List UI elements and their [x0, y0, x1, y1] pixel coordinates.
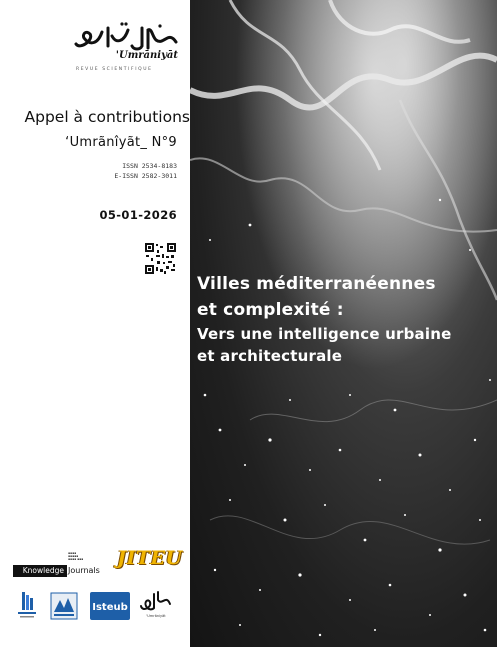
knowledge-journals-logo — [13, 552, 113, 578]
umraniyat-small-logo — [138, 588, 174, 622]
eissn: E-ISSN 2582-3011 — [114, 172, 177, 180]
kj-journals: Journals — [68, 566, 100, 575]
arabic-calligraphy-icon — [138, 588, 174, 614]
cover-headline — [197, 271, 492, 367]
headline-line-2: et complexité : — [197, 300, 344, 320]
logo-latin-text: 'Umrāniyāt — [115, 50, 178, 61]
logo-subtitle: REVUE SCIENTIFIQUE — [76, 67, 153, 72]
isteub-logo: Isteub — [90, 592, 130, 620]
call-title: Appel à contributions — [24, 108, 190, 126]
issn: ISSN 2534-8183 — [122, 162, 177, 170]
headline-line-4: et architecturale — [197, 347, 343, 365]
call-date: 05-01-2026 — [99, 208, 177, 222]
jiteu-logo: JITEU — [117, 547, 183, 569]
left-panel — [0, 0, 190, 647]
headline-line-1: Villes méditerranéennes — [197, 274, 436, 294]
kj-small-text: ▪▪▪▪ ▪▪▪▪▪ ▪▪▪▪ ▪▪▪ — [68, 551, 84, 562]
university-crest-icon — [16, 590, 38, 620]
umraniyat-small-label: 'Umrāniyāt — [146, 614, 166, 618]
kj-knowledge: Knowledge — [13, 565, 67, 577]
issue-number: ‘Umrãnîyãt_ N°9 — [65, 135, 177, 150]
headline-line-3: Vers une intelligence urbaine — [197, 325, 452, 343]
journal-logo — [72, 20, 182, 76]
qr-code-icon[interactable] — [144, 242, 177, 275]
lab-emblem-icon — [50, 592, 78, 620]
